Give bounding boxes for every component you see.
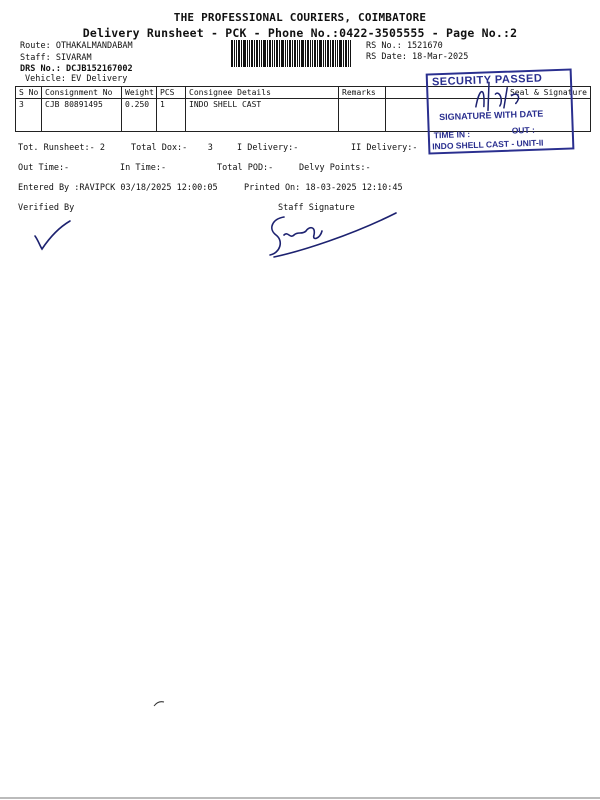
total-pod: Total POD:- xyxy=(217,163,274,173)
cell-pcs: 1 xyxy=(157,99,186,132)
delivery-points: Delvy Points:- xyxy=(299,163,371,173)
vehicle-label: Vehicle: EV Delivery xyxy=(25,74,128,84)
i-delivery: I Delivery:- xyxy=(237,143,299,153)
stamp-security-passed: SECURITY PASSED xyxy=(431,72,543,89)
stamp-company: INDO SHELL CAST - UNIT-II xyxy=(432,137,544,152)
stamp-signature-date: SIGNATURE WITH DATE xyxy=(439,108,544,123)
staff-label: Staff: SIVARAM xyxy=(20,53,92,63)
cell-consignment: CJB 80891495 xyxy=(42,99,122,132)
out-time: Out Time:- xyxy=(18,163,70,173)
col-header-sno: S No xyxy=(16,87,42,99)
col-header-consignment: Consignment No xyxy=(42,87,122,99)
total-runsheet: Tot. Runsheet:- 2 xyxy=(18,143,105,153)
printed-on: Printed On: 18-03-2025 12:10:45 xyxy=(244,183,403,193)
runsheet-subtitle: Delivery Runsheet - PCK - Phone No.:0422-3505555 - Page No.:2 xyxy=(82,26,518,40)
in-time: In Time:- xyxy=(120,163,167,173)
total-dox: Total Dox:- 3 xyxy=(131,143,213,153)
barcode xyxy=(231,40,351,67)
page-edge-line xyxy=(0,797,600,799)
ii-delivery: II Delivery:- xyxy=(351,143,418,153)
col-header-seal: Seal & Signature xyxy=(386,87,591,99)
col-header-weight: Weight xyxy=(122,87,157,99)
route-label: Route: OTHAKALMANDABAM xyxy=(20,41,133,51)
stamp-time-in: TIME IN : xyxy=(433,129,471,141)
cell-consignee: INDO SHELL CAST xyxy=(186,99,339,132)
drs-number: DRS No.: DCJB152167002 xyxy=(20,64,133,74)
staff-signature xyxy=(262,205,402,265)
stamp-handwritten-date xyxy=(469,75,540,117)
col-header-pcs: PCS xyxy=(157,87,186,99)
cell-weight: 0.250 xyxy=(122,99,157,132)
company-title: THE PROFESSIONAL COURIERS, COIMBATORE xyxy=(173,11,427,24)
staff-signature-label: Staff Signature xyxy=(278,203,355,213)
stray-ink-mark xyxy=(153,700,165,708)
verified-by-label: Verified By xyxy=(18,203,75,213)
entered-by: Entered By :RAVIPCK 03/18/2025 12:00:05 xyxy=(18,183,218,193)
cell-sno: 3 xyxy=(16,99,42,132)
col-header-remarks: Remarks xyxy=(339,87,386,99)
rs-number: RS No.: 1521670 xyxy=(366,41,443,51)
col-header-consignee: Consignee Details xyxy=(186,87,339,99)
rs-date: RS Date: 18-Mar-2025 xyxy=(366,52,469,62)
security-stamp xyxy=(425,68,575,153)
cell-remarks xyxy=(339,99,386,132)
stamp-out: OUT : xyxy=(511,124,536,136)
verified-checkmark xyxy=(30,218,75,253)
